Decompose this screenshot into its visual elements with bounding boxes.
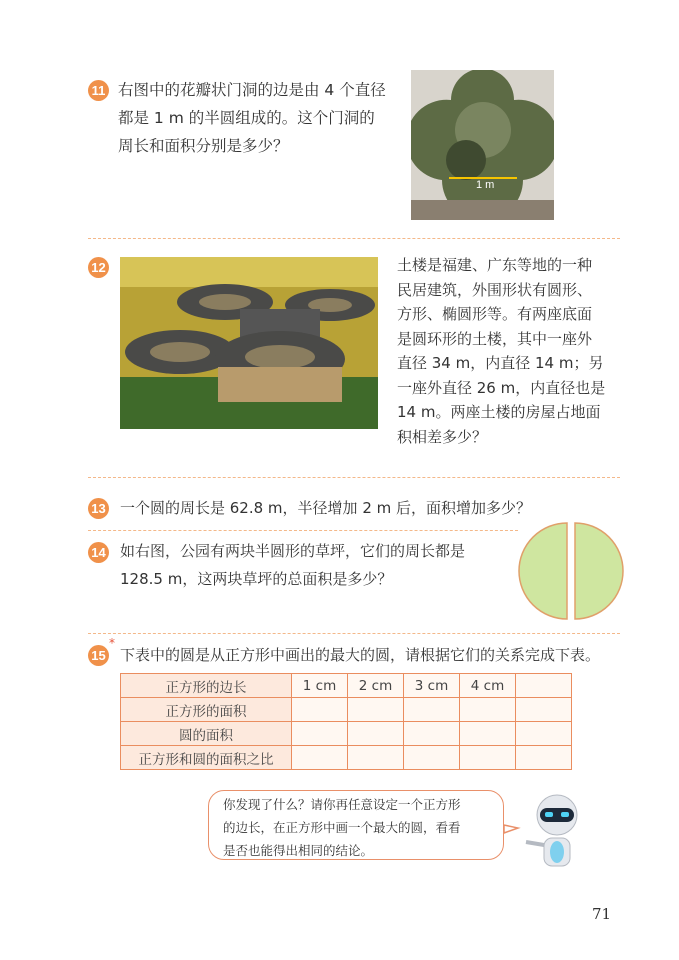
right-semicircle-lawn: [575, 523, 623, 619]
table-cell[interactable]: [348, 746, 404, 770]
text-line: 你发现了什么？请你再任意设定一个正方形: [223, 797, 461, 812]
table-cell[interactable]: [292, 698, 348, 722]
text-line: 右图中的花瓣状门洞的边是由 4 个直径: [118, 81, 386, 99]
table-cell: 2 cm: [348, 674, 404, 698]
problem-12-text: [397, 253, 605, 449]
text-line: 都是 1 m 的半圆组成的。这个门洞的: [118, 109, 375, 127]
doorway-dimension-label: 1 m: [476, 179, 495, 191]
table-cell: 1 cm: [292, 674, 348, 698]
doorway-illustration: [411, 70, 554, 220]
speech-bubble: [208, 790, 504, 860]
page-number: 71: [592, 905, 612, 923]
table-cell: 4 cm: [460, 674, 516, 698]
text-line: 是圆环形的土楼，其中一座外: [397, 329, 593, 348]
table-cell[interactable]: [516, 674, 572, 698]
text-line: 是否也能得出相同的结论。: [223, 843, 374, 858]
row-header: 圆的面积: [121, 722, 292, 746]
table-cell[interactable]: [516, 722, 572, 746]
table-cell[interactable]: [460, 698, 516, 722]
table-cell[interactable]: [404, 698, 460, 722]
square-circle-table: [120, 673, 572, 770]
tulou-photo: [120, 257, 378, 429]
left-semicircle-lawn: [519, 523, 567, 619]
table-cell[interactable]: [516, 746, 572, 770]
table-cell[interactable]: [348, 722, 404, 746]
text-line: 周长和面积分别是多少？: [118, 137, 289, 155]
problem-15-badge: 15: [88, 645, 109, 666]
row-header: 正方形的面积: [121, 698, 292, 722]
row-header: 正方形的边长: [121, 674, 292, 698]
divider: [88, 530, 518, 531]
text-line: 的边长，在正方形中画一个最大的圆，看看: [223, 820, 461, 835]
text-line: 128.5 m，这两块草坪的总面积是多少？: [120, 570, 393, 588]
table-row: [121, 698, 572, 722]
tulou-illustration: [120, 257, 378, 429]
problem-14-text: [120, 537, 465, 593]
divider: [88, 477, 620, 478]
text-line: 直径 34 m，内直径 14 m；另: [397, 354, 604, 372]
text-line: 如右图，公园有两块半圆形的草坪，它们的周长都是: [120, 542, 466, 560]
text-line: 方形、椭圆形等。有两座底面: [397, 305, 593, 323]
text-line: 一座外直径 26 m，内直径也是: [397, 378, 606, 397]
text-line: 14 m。两座土楼的房屋占地面: [397, 403, 601, 421]
table-cell[interactable]: [348, 698, 404, 722]
optional-star-mark: *: [109, 636, 115, 650]
problem-12-badge: 12: [88, 257, 109, 278]
table-cell[interactable]: [460, 722, 516, 746]
problem-13-badge: 13: [88, 498, 109, 519]
table-row: [121, 746, 572, 770]
table-row: [121, 674, 572, 698]
problem-11-text: [118, 76, 386, 160]
table-cell[interactable]: [516, 698, 572, 722]
table-cell[interactable]: [460, 746, 516, 770]
table-cell[interactable]: [404, 746, 460, 770]
problem-11-badge: 11: [88, 80, 109, 101]
table-cell: 3 cm: [404, 674, 460, 698]
divider: [88, 238, 620, 239]
row-header: 正方形和圆的面积之比: [121, 746, 292, 770]
semicircle-lawns-figure: [515, 521, 627, 621]
text-line: 土楼是福建、广东等地的一种: [397, 256, 593, 274]
divider: [88, 633, 620, 634]
petal-doorway-image: [411, 70, 554, 220]
problem-13-text: 一个圆的周长是 62.8 m，半径增加 2 m 后，面积增加多少？: [120, 499, 532, 517]
problem-15-text: 下表中的圆是从正方形中画出的最大的圆，请根据它们的关系完成下表。: [120, 646, 601, 664]
problem-14-badge: 14: [88, 542, 109, 563]
table-cell[interactable]: [292, 746, 348, 770]
table-cell[interactable]: [292, 722, 348, 746]
text-line: 积相差多少？: [397, 427, 488, 446]
robot-mascot-icon: [500, 790, 590, 870]
text-line: 民居建筑，外围形状有圆形、: [397, 280, 593, 299]
table-row: [121, 722, 572, 746]
table-cell[interactable]: [404, 722, 460, 746]
